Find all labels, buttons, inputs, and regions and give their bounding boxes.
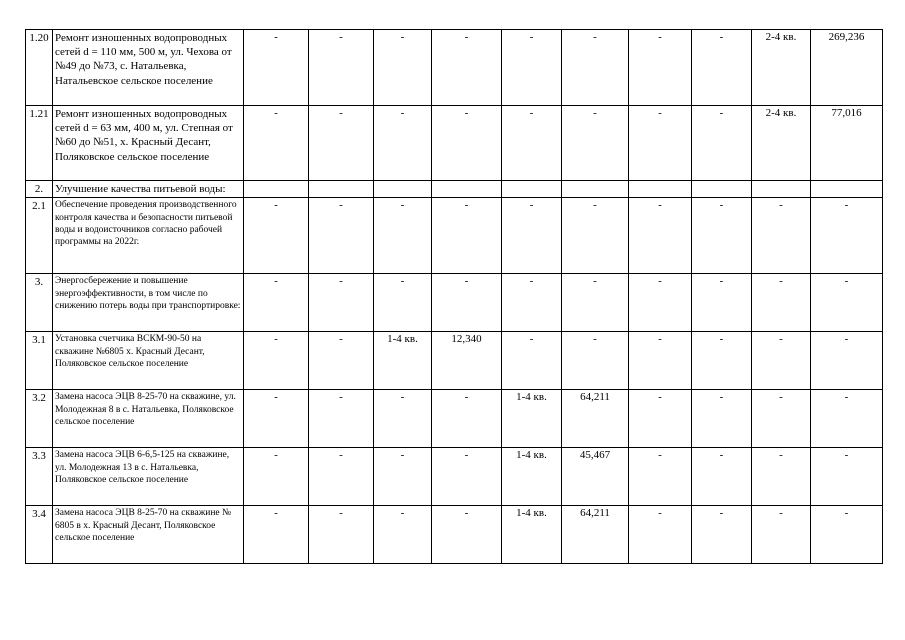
table-row	[26, 332, 883, 390]
table-cell: -	[629, 506, 692, 564]
table-cell: 1-4 кв.	[374, 332, 432, 390]
table-cell: -	[692, 448, 752, 506]
table-cell: -	[752, 390, 811, 448]
table-cell: 269,236	[811, 30, 883, 106]
table-cell: -	[562, 106, 629, 181]
table-cell: -	[752, 332, 811, 390]
row-number: 3.3	[26, 448, 53, 506]
table-cell: -	[309, 198, 374, 274]
table-cell: 1-4 кв.	[502, 506, 562, 564]
table-cell: -	[502, 332, 562, 390]
table-cell: -	[309, 30, 374, 106]
table-row	[26, 390, 883, 448]
table-cell: -	[629, 274, 692, 332]
table-cell	[244, 181, 309, 198]
table-cell: -	[629, 106, 692, 181]
table-cell: 64,211	[562, 390, 629, 448]
table-cell: -	[811, 390, 883, 448]
table-cell: -	[309, 106, 374, 181]
table-cell: -	[502, 30, 562, 106]
row-description: Обеспечение проведения производственного контроля качества и безопасности питьевой воды и водоисточников согласно рабочей программы на 2022г.	[53, 198, 244, 274]
table-cell: -	[244, 332, 309, 390]
table-cell: -	[752, 274, 811, 332]
table-cell: -	[629, 30, 692, 106]
table-cell: -	[502, 274, 562, 332]
section-heading: Улучшение качества питьевой воды:	[53, 181, 244, 198]
row-description: Замена насоса ЭЦВ 6-6,5-125 на скважине, ул. Молодежная 13 в с. Натальевка, Поляковское сельское поселение	[53, 448, 244, 506]
table-cell: -	[244, 274, 309, 332]
table-cell: -	[811, 198, 883, 274]
table-cell: -	[374, 448, 432, 506]
table-cell: 1-4 кв.	[502, 390, 562, 448]
table-cell: -	[374, 274, 432, 332]
table-row	[26, 448, 883, 506]
table-cell: -	[752, 506, 811, 564]
table-cell	[629, 181, 692, 198]
table-cell: -	[629, 448, 692, 506]
table-cell: -	[562, 198, 629, 274]
table-cell	[374, 181, 432, 198]
row-number: 3.4	[26, 506, 53, 564]
table-cell: -	[752, 448, 811, 506]
table-cell: -	[374, 390, 432, 448]
table-cell: -	[432, 106, 502, 181]
row-description: Ремонт изношенных водопроводных сетей d = 63 мм, 400 м, ул. Степная от №60 до №51, х. Красный Десант, Поляковское сельское поселение	[53, 106, 244, 181]
table-cell: -	[752, 198, 811, 274]
table-cell: -	[811, 274, 883, 332]
table-cell: -	[811, 448, 883, 506]
row-number: 3.1	[26, 332, 53, 390]
row-number: 3.	[26, 274, 53, 332]
table-cell: -	[432, 30, 502, 106]
table-cell: -	[244, 106, 309, 181]
table-row	[26, 506, 883, 564]
table-row	[26, 181, 883, 198]
table-cell: -	[432, 506, 502, 564]
table-cell: -	[244, 390, 309, 448]
row-number: 1.21	[26, 106, 53, 181]
table-cell: 2-4 кв.	[752, 106, 811, 181]
table-cell: -	[374, 106, 432, 181]
table-cell: -	[309, 274, 374, 332]
table-cell: -	[562, 332, 629, 390]
row-description: Энергосбережение и повышение энергоэффективности, в том числе по снижению потерь воды при транспортировке:	[53, 274, 244, 332]
table-cell: -	[692, 106, 752, 181]
table-cell: -	[692, 390, 752, 448]
table-cell: -	[309, 390, 374, 448]
table-cell: -	[432, 198, 502, 274]
table-cell: 1-4 кв.	[502, 448, 562, 506]
row-description: Замена насоса ЭЦВ 8-25-70 на скважине № 6805 в х. Красный Десант, Поляковское сельское поселение	[53, 506, 244, 564]
table-cell: -	[244, 448, 309, 506]
table-cell: -	[811, 332, 883, 390]
table-cell: -	[692, 506, 752, 564]
table-cell: -	[432, 390, 502, 448]
table-cell: 45,467	[562, 448, 629, 506]
table-cell: -	[692, 198, 752, 274]
table-cell: -	[629, 390, 692, 448]
table-cell: -	[374, 30, 432, 106]
table-cell	[432, 181, 502, 198]
table-cell	[692, 181, 752, 198]
table-cell: -	[309, 448, 374, 506]
measures-table	[25, 29, 883, 564]
table-cell: -	[244, 30, 309, 106]
table-cell: -	[629, 332, 692, 390]
table-cell: -	[244, 506, 309, 564]
table-cell: -	[309, 506, 374, 564]
table-cell: -	[692, 30, 752, 106]
table-cell: -	[502, 198, 562, 274]
table-row	[26, 106, 883, 181]
table-row	[26, 30, 883, 106]
table-cell: -	[562, 30, 629, 106]
table-cell: -	[502, 106, 562, 181]
table-cell: -	[374, 506, 432, 564]
table-cell: 2-4 кв.	[752, 30, 811, 106]
table-cell	[309, 181, 374, 198]
row-description: Ремонт изношенных водопроводных сетей d = 110 мм, 500 м, ул. Чехова от №49 до №73, с. Натальевка, Натальевское сельское поселение	[53, 30, 244, 106]
table-cell: -	[244, 198, 309, 274]
table-row	[26, 198, 883, 274]
row-description: Замена насоса ЭЦВ 8-25-70 на скважине, ул. Молодежная 8 в с. Натальевка, Поляковское сельское поселение	[53, 390, 244, 448]
table-cell: -	[562, 274, 629, 332]
table-cell	[502, 181, 562, 198]
table-cell: -	[432, 274, 502, 332]
table-cell	[811, 181, 883, 198]
table-cell	[752, 181, 811, 198]
table-cell: -	[374, 198, 432, 274]
table-cell	[562, 181, 629, 198]
row-number: 2.1	[26, 198, 53, 274]
table-cell: -	[629, 198, 692, 274]
table-cell: 77,016	[811, 106, 883, 181]
row-number: 2.	[26, 181, 53, 198]
row-description: Установка счетчика ВСКМ-90-50 на скважине №6805 х. Красный Десант, Поляковское сельское поселение	[53, 332, 244, 390]
row-number: 1.20	[26, 30, 53, 106]
table-cell: -	[692, 332, 752, 390]
table-row	[26, 274, 883, 332]
table-cell: -	[309, 332, 374, 390]
row-number: 3.2	[26, 390, 53, 448]
table-cell: -	[811, 506, 883, 564]
table-cell: 12,340	[432, 332, 502, 390]
table-cell: -	[432, 448, 502, 506]
table-cell: -	[692, 274, 752, 332]
table-cell: 64,211	[562, 506, 629, 564]
